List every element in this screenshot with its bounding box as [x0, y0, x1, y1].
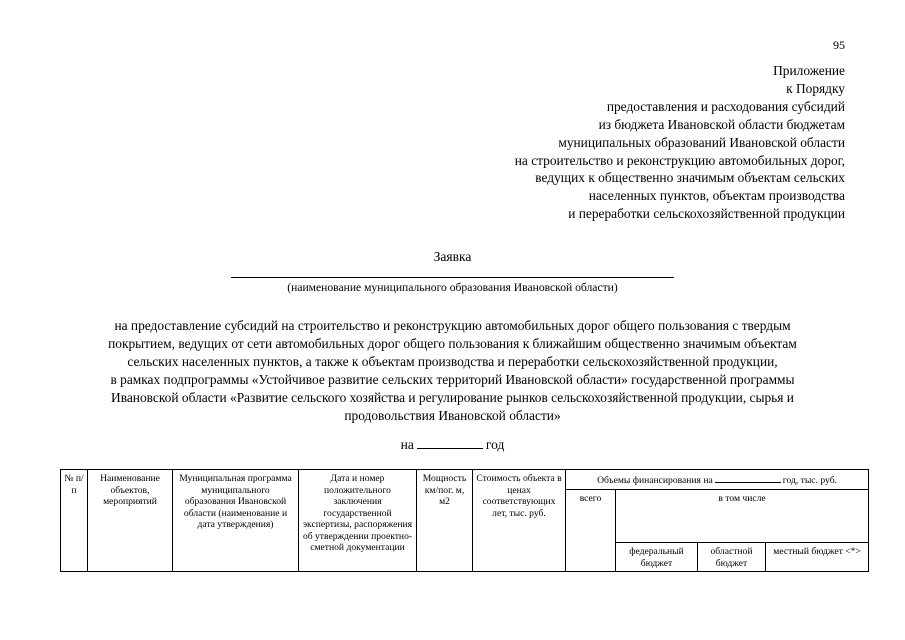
municipality-name-caption: (наименование муниципального образования Ивановской области) [287, 281, 618, 294]
header-regional-budget: областной бюджет [698, 543, 766, 572]
funding-suffix: год, тыс. руб. [782, 475, 837, 486]
appendix-line: предоставления и расходования субсидий [606, 98, 845, 114]
header-funding [566, 470, 869, 490]
header-number: № п/п [61, 470, 88, 572]
year-blank [417, 436, 483, 449]
header-including: в том числе [616, 490, 869, 543]
year-prefix: на [400, 437, 414, 452]
appendix-line: на строительство и реконструкцию автомобильных дорог, [514, 152, 845, 168]
purpose-line: покрытием, ведущих от сети автомобильных дорог общего пользования к ближайшим общественно значимым объектам [108, 335, 797, 351]
appendix-line: ведущих к общественно значимым объектам сельских [535, 170, 845, 186]
appendix-line: из бюджета Ивановской области бюджетам [598, 116, 845, 132]
page-number: 95 [833, 38, 845, 52]
header-capacity: Мощность км/пог. м, м2 [417, 470, 473, 572]
appendix-line: муниципальных образований Ивановской области [558, 134, 845, 150]
funding-year-blank [715, 473, 781, 483]
appendix-line: к Порядку [786, 80, 845, 96]
header-municipal-program: Муниципальная программа муниципального образования Ивановской области (наименование и дата утверждения) [173, 470, 299, 572]
appendix-line: населенных пунктов, объектам производства [588, 188, 845, 204]
purpose-line: в рамках подпрограммы «Устойчивое развитие сельских территорий Ивановской области» государственной программы [110, 371, 795, 387]
appendix-header [515, 62, 845, 223]
appendix-line: и переработки сельскохозяйственной продукции [568, 206, 845, 222]
header-local-budget: местный бюджет <*> [766, 543, 869, 572]
purpose-line: Ивановской области «Развитие сельского хозяйства и регулирование рынков сельскохозяйственной продукции, сырья и [111, 389, 794, 405]
header-federal-budget: федеральный бюджет [616, 543, 698, 572]
header-total: всего [566, 490, 616, 572]
year-line [0, 436, 905, 453]
purpose-paragraph [40, 317, 865, 424]
header-expertise: Дата и номер положительного заключения государственной экспертизы, распоряжения об утверждении проектно-сметной документации [299, 470, 417, 572]
purpose-line: продовольствия Ивановской области» [344, 407, 561, 423]
purpose-line: сельских населенных пунктов, а также к объектам производства и переработки сельскохозяйственной продукции, [127, 353, 778, 369]
year-suffix: год [485, 437, 505, 452]
header-cost: Стоимость объекта в ценах соответствующих лет, тыс. руб. [473, 470, 566, 572]
municipality-name-blank-line [231, 277, 674, 278]
purpose-line: на предоставление субсидий на строительство и реконструкцию автомобильных дорог общего пользования с твердым [114, 318, 791, 333]
funding-table [60, 469, 869, 572]
header-objects: Наименование объектов, мероприятий [88, 470, 173, 572]
funding-prefix: Объемы финансирования на [597, 475, 713, 486]
document-title: Заявка [433, 249, 472, 264]
appendix-line: Приложение [773, 63, 845, 78]
